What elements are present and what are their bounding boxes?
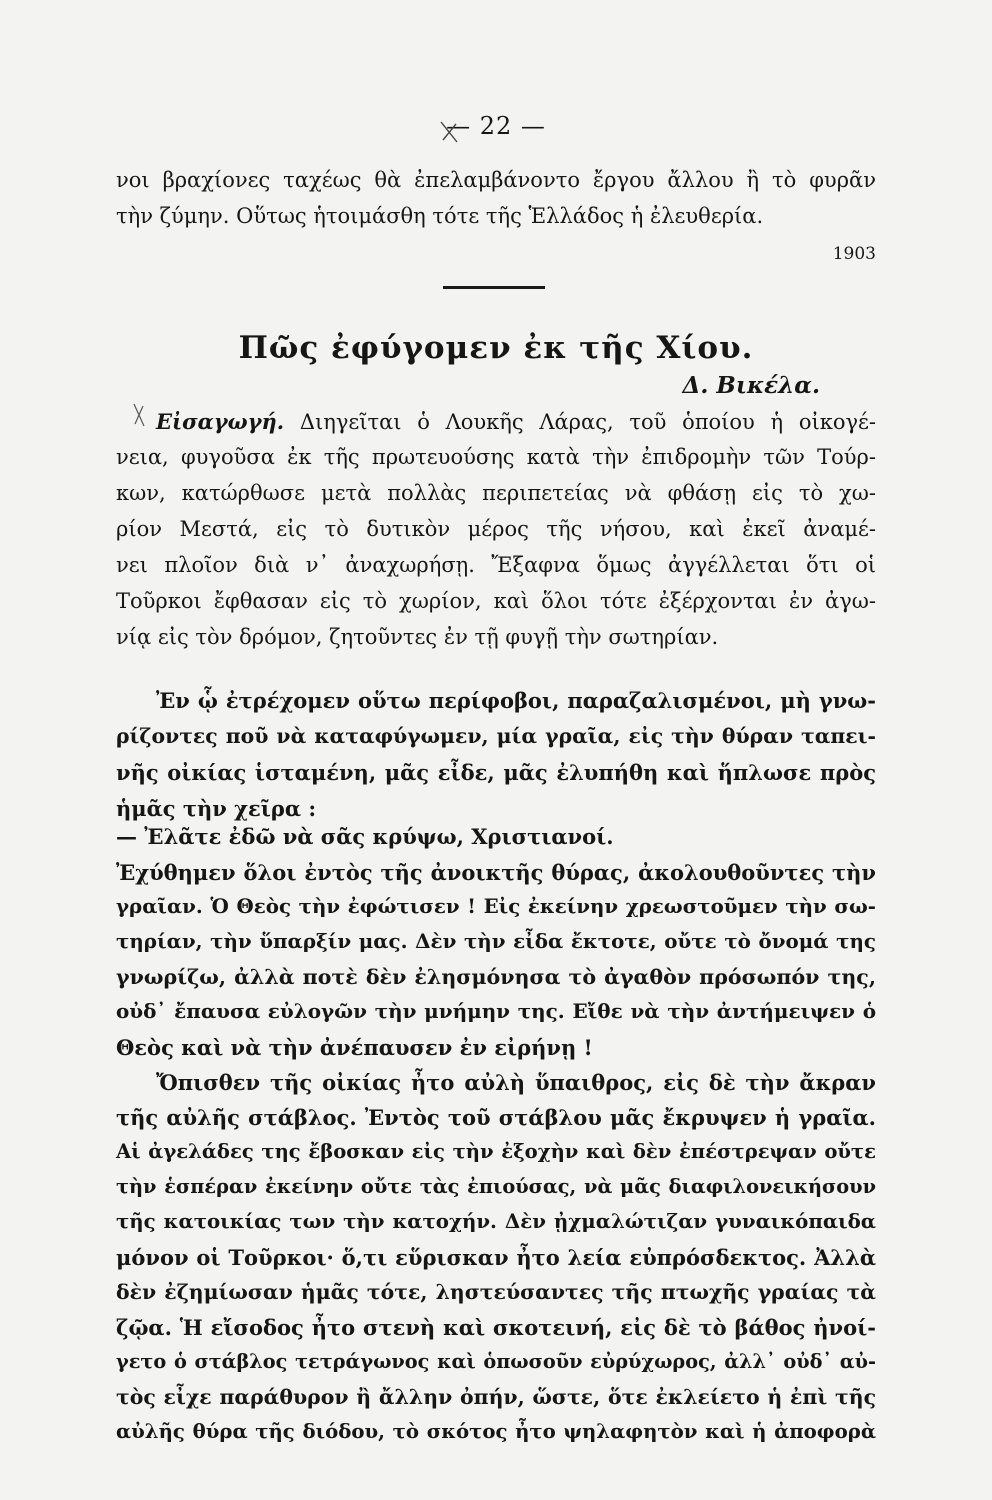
text-line: ρίζοντες ποῦ νὰ καταφύγωμεν, μία γραῖα, εἰς τὴν θύραν ταπει- (116, 724, 876, 748)
section-divider (443, 286, 545, 289)
chapter-author: Δ. Βικέλα. (682, 372, 820, 399)
dialogue-line: — Ἐλᾶτε ἐδῶ νὰ σᾶς κρύψω, Χριστιανοί. (116, 824, 614, 849)
text-line: ρίον Μεστά, εἰς τὸ δυτικὸν μέρος τῆς νήσου, καὶ ἐκεῖ ἀναμέ- (116, 517, 876, 541)
intro-label: Εἰσαγωγή. (156, 409, 285, 434)
text-line: νίᾳ εἰς τὸν δρόμον, ζητοῦντες ἐν τῇ φυγῇ τὴν σωτηρίαν. (116, 625, 719, 649)
text-line: αὐλῆς θύρα τῆς διόδου, τὸ σκότος ἦτο ψηλαφητὸν καὶ ἡ ἀποφορὰ (116, 1420, 876, 1443)
text-line: μόνον οἱ Τοῦρκοι· ὅ,τι εὕρισκαν ἦτο λεία εὐπρόσδεκτος. Ἀλλὰ (116, 1245, 876, 1270)
text-line: τὴν ἑσπέραν ἐκείνην οὔτε τὰς ἐπιούσας, νὰ μᾶς διαφιλονεικήσουν (116, 1175, 876, 1198)
text-line: τὸς εἶχε παράθυρον ἢ ἄλλην ὀπήν, ὥστε, ὅτε ἐκλείετο ἡ ἐπὶ τῆς (116, 1385, 876, 1409)
text-line: Τοῦρκοι ἔφθασαν εἰς τὸ χωρίον, καὶ ὅλοι τότε ἐξέρχονται ἐν ἀγω- (116, 589, 876, 613)
text-line: γετο ὁ στάβλος τετράγωνος καὶ ὁπωσοῦν εὐρύχωρος, ἀλλ᾽ οὐδ᾽ αὐ- (116, 1350, 876, 1373)
text-line: γνωρίζω, ἀλλὰ ποτὲ δὲν ἐλησμόνησα τὸ ἀγαθὸν πρόσωπόν της, (116, 965, 876, 989)
text-line: γραῖαν. Ὁ Θεὸς τὴν ἐφώτισεν ! Εἰς ἐκείνην χρεωστοῦμεν τὴν σω- (116, 894, 876, 918)
text-line: ζῷα. Ἡ εἴσοδος ἦτο στενὴ καὶ σκοτεινή, εἰς δὲ τὸ βάθος ἠνοί- (116, 1315, 876, 1340)
text-line: Αἱ ἀγελάδες της ἔβοσκαν εἰς τὴν ἐξοχὴν καὶ δὲν ἐπέστρεψαν οὔτε (116, 1140, 876, 1163)
text-line: τηρίαν, τὴν ὕπαρξίν μας. Δὲν τὴν εἶδα ἔκτοτε, οὔτε τὸ ὄνομά της (116, 929, 876, 953)
text-line: κων, κατώρθωσε μετὰ πολλὰς περιπετείας νὰ φθάσῃ εἰς τὸ χω- (116, 481, 876, 505)
pencil-mark-icon (132, 402, 146, 428)
text-line: νῆς οἰκίας ἱσταμένη, μᾶς εἶδε, μᾶς ἐλυπήθη καὶ ἥπλωσε πρὸς (116, 760, 876, 785)
chapter-title: Πῶς ἐφύγομεν ἐκ τῆς Χίου. (238, 330, 754, 366)
text-line: Ἐν ᾧ ἐτρέχομεν οὕτω περίφοβοι, παραζαλισμένοι, μὴ γνω- (156, 688, 876, 713)
text-line: Ἐχύθημεν ὅλοι ἐντὸς τῆς ἀνοικτῆς θύρας, ἀκολουθοῦντες τὴν (116, 860, 876, 885)
text-line: τῆς κατοικίας των τὴν κατοχήν. Δὲν ᾐχμαλώτιζαν γυναικόπαιδα (116, 1209, 876, 1233)
text-line: δὲν ἐζημίωσαν ἡμᾶς τότε, ληστεύσαντες τῆς πτωχῆς γραίας τὰ (116, 1280, 876, 1304)
text-line: νει πλοῖον διὰ ν᾽ ἀναχωρήσῃ. Ἔξαφνα ὅμως ἀγγέλλεται ὅτι οἱ (116, 553, 876, 577)
intro-first-line (156, 411, 876, 433)
intro-first-line-text: Διηγεῖται ὁ Λουκῆς Λάρας, τοῦ ὁποίου ἡ οἰκογέ- (299, 410, 876, 434)
text-line: Θεὸς καὶ νὰ τὴν ἀνέπαυσεν ἐν εἰρήνῃ ! (116, 1035, 593, 1060)
page-number: — 22 — (446, 112, 546, 140)
text-line: ἡμᾶς τὴν χεῖρα : (116, 796, 317, 821)
text-line: τῆς αὐλῆς στάβλος. Ἐντὸς τοῦ στάβλου μᾶς ἔκρυψεν ἡ γραῖα. (116, 1105, 876, 1130)
text-line: Ὄπισθεν τῆς οἰκίας ἦτο αὐλὴ ὕπαιθρος, εἰς δὲ τὴν ἄκραν (156, 1070, 876, 1095)
text-line: οὐδ᾽ ἔπαυσα εὐλογῶν τὴν μνήμην της. Εἴθε νὰ τὴν ἀντήμειψεν ὁ (116, 999, 876, 1023)
text-line: νεια, φυγοῦσα ἐκ τῆς πρωτευούσης κατὰ τὴν ἐπιδρομὴν τῶν Τούρ- (116, 445, 876, 469)
text-line: νοι βραχίονες ταχέως θὰ ἐπελαμβάνοντο ἔργου ἄλλου ἢ τὸ φυρᾶν (116, 168, 876, 192)
year-mark: 1903 (832, 244, 876, 264)
text-line: τὴν ζύμην. Οὕτως ἡτοιμάσθη τότε τῆς Ἑλλάδος ἡ ἐλευθερία. (116, 204, 764, 228)
